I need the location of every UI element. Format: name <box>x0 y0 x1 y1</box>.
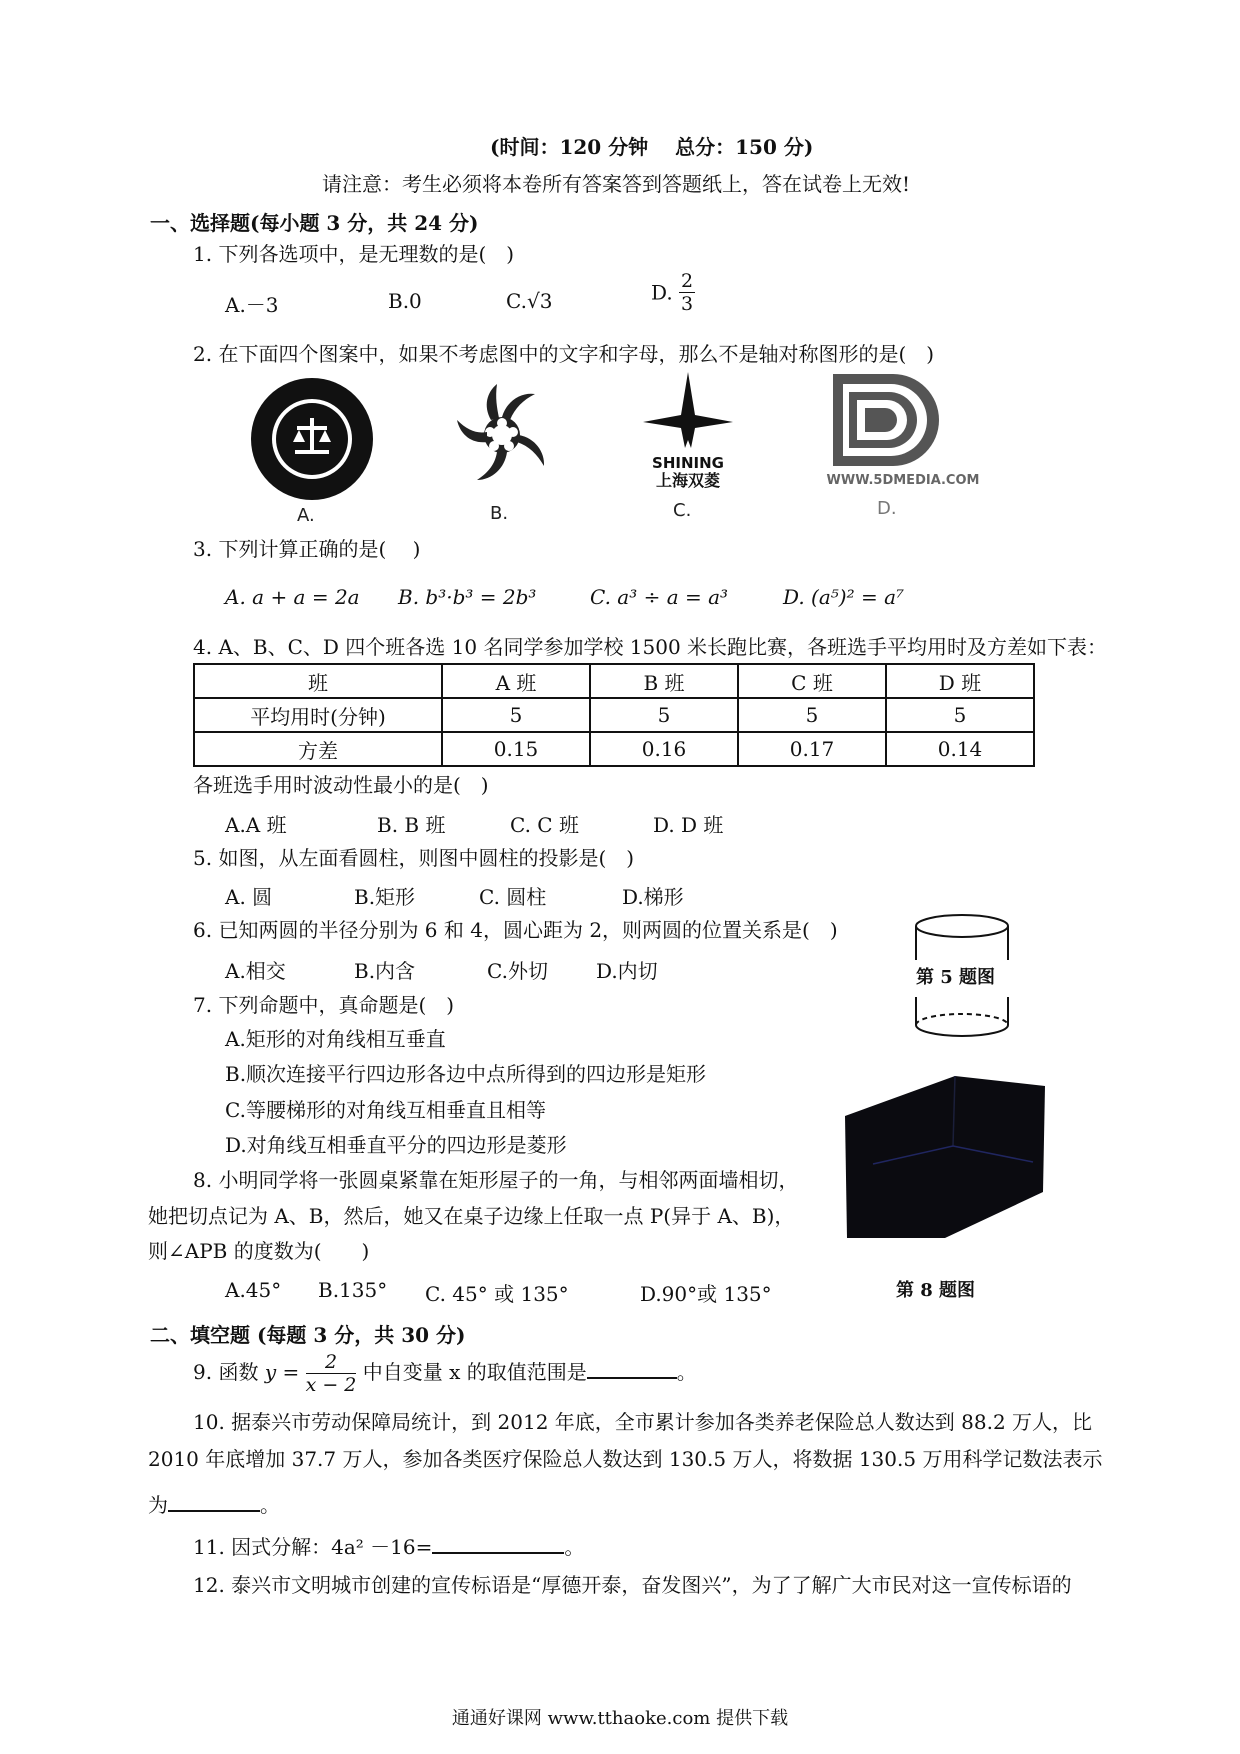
table-cell: 0.17 <box>738 732 886 766</box>
table-header-row <box>194 664 1034 698</box>
question-5-option-a: A. 圆 <box>225 885 273 909</box>
question-9-end: 。 <box>676 1360 697 1384</box>
table-header-cell: B 班 <box>590 664 738 698</box>
question-7-option-a: A.矩形的对角线相互垂直 <box>225 1027 446 1051</box>
logo-a-label: A. <box>297 505 315 526</box>
question-1-option-c-label: C. <box>506 289 527 313</box>
logo-c-chinese-text: 上海双菱 <box>655 471 721 490</box>
fraction-denominator: x − 2 <box>305 1374 357 1396</box>
question-12-line-1: 12. 泰兴市文明城市创建的宣传标语是“厚德开泰，奋发图兴”，为了了解广大市民对这一宣传标语的 <box>193 1573 1072 1597</box>
exam-notice: 请注意：考生必须将本卷所有答案答到答题纸上，答在试卷上无效! <box>322 172 911 196</box>
question-9-y-equals: y = <box>264 1360 300 1384</box>
question-8-line-1: 8. 小明同学将一张圆桌紧靠在矩形屋子的一角，与相邻两面墙相切， <box>193 1168 799 1192</box>
question-1-option-c <box>506 289 552 313</box>
question-3-stem: 3. 下列计算正确的是( ) <box>193 537 421 561</box>
question-4-stem: 4. A、B、C、D 四个班各选 10 名同学参加学校 1500 米长跑比赛，各班选手平均用时及方差如下表： <box>193 635 1108 659</box>
question-3-option-d: D. (a⁵)² = a⁷ <box>783 585 905 609</box>
question-6-option-a: A.相交 <box>225 959 286 983</box>
question-5-option-c: C. 圆柱 <box>479 885 547 909</box>
question-6-option-c: C.外切 <box>487 959 548 983</box>
question-3-option-b: B. b³·b³ = 2b³ <box>398 585 537 609</box>
question-5-option-b: B.矩形 <box>354 885 416 909</box>
question-9 <box>193 1344 697 1400</box>
logo-c-shining-image <box>633 370 743 490</box>
question-3-option-a: A. a + a = 2a <box>225 585 360 609</box>
table-header-cell: D 班 <box>886 664 1034 698</box>
question-4-option-b: B. B 班 <box>377 813 446 837</box>
figure-8-room-corner-image <box>843 1072 1053 1242</box>
section-2-title: 二、填空题 (每题 3 分，共 30 分) <box>150 1323 466 1347</box>
logo-d-text: WWW.5DMEDIA.COM <box>826 473 980 488</box>
question-4-option-a: A.A 班 <box>225 813 287 837</box>
question-4-table <box>193 663 1035 767</box>
question-4-option-c: C. C 班 <box>510 813 579 837</box>
logo-b-pinwheel-image <box>447 380 557 490</box>
question-6-option-b: B.内含 <box>354 959 416 983</box>
figure-5-cylinder-bottom <box>912 995 1012 1055</box>
table-cell: 0.14 <box>886 732 1034 766</box>
question-11-prefix: 11. 因式分解：4a² －16= <box>193 1535 433 1559</box>
table-row <box>194 732 1034 766</box>
question-1-option-d <box>651 270 695 315</box>
table-cell: 5 <box>590 698 738 732</box>
logo-b-label: B. <box>490 503 509 524</box>
question-7-stem: 7. 下列命题中，真命题是( ) <box>193 993 455 1017</box>
question-8-option-d: D.90°或 135° <box>640 1282 772 1306</box>
logo-d-label: D. <box>877 498 897 519</box>
fraction-denominator: 3 <box>681 293 694 315</box>
section-1-title: 一、选择题(每小题 3 分，共 24 分) <box>150 211 479 235</box>
figure-8-caption: 第 8 题图 <box>896 1280 976 1301</box>
table-cell: 5 <box>886 698 1034 732</box>
exam-time-info: (时间：120 分钟 总分：150 分) <box>490 135 814 159</box>
question-8-option-a: A.45° <box>225 1278 282 1302</box>
question-8-line-3: 则∠APB 的度数为( ) <box>148 1239 370 1263</box>
question-8-line-2: 她把切点记为 A、B，然后，她又在桌子边缘上任取一点 P(异于 A、B)， <box>148 1204 795 1228</box>
question-4-option-d: D. D 班 <box>653 813 724 837</box>
question-9-answer-blank[interactable] <box>587 1357 677 1379</box>
logo-c-english-text: SHINING <box>652 454 724 472</box>
table-row <box>194 698 1034 732</box>
fraction-numerator: 2 <box>306 1351 357 1374</box>
table-cell: 0.15 <box>442 732 590 766</box>
logo-a-seal-image <box>247 374 377 504</box>
question-1-option-c-math: √3 <box>526 289 553 313</box>
figure-5-cylinder-top <box>912 912 1012 962</box>
table-cell: 5 <box>738 698 886 732</box>
table-cell: 方差 <box>194 732 442 766</box>
question-7-option-d: D.对角线互相垂直平分的四边形是菱形 <box>225 1133 567 1157</box>
question-10-line-2: 2010 年底增加 37.7 万人，参加各类医疗保险总人数达到 130.5 万人，将数据 130.5 万用科学记数法表示 <box>148 1447 1103 1471</box>
question-9-prefix: 9. 函数 <box>193 1360 259 1384</box>
question-1-option-d-fraction <box>679 270 695 315</box>
question-9-fraction <box>306 1351 357 1396</box>
question-1-option-d-label: D. <box>651 280 673 305</box>
table-header-cell: A 班 <box>442 664 590 698</box>
question-7-option-c: C.等腰梯形的对角线互相垂直且相等 <box>225 1098 546 1122</box>
question-2-stem: 2. 在下面四个图案中，如果不考虑图中的文字和字母，那么不是轴对称图形的是( ) <box>193 342 935 366</box>
table-header-cell: 班 <box>194 664 442 698</box>
question-10-end: 。 <box>260 1493 280 1517</box>
question-1-option-b: B.0 <box>388 289 422 313</box>
question-9-suffix: 中自变量 x 的取值范围是 <box>362 1360 587 1384</box>
logo-c-label: C. <box>673 500 692 521</box>
question-10-line-3 <box>148 1490 280 1518</box>
fraction-numerator: 2 <box>681 270 694 292</box>
table-cell: 0.16 <box>590 732 738 766</box>
question-8-option-c: C. 45° 或 135° <box>425 1282 569 1306</box>
question-10-line-1: 10. 据泰兴市劳动保障局统计，到 2012 年底，全市累计参加各类养老保险总人数达到 88.2 万人，比 <box>193 1410 1093 1434</box>
question-10-answer-blank[interactable] <box>168 1490 260 1512</box>
question-11-answer-blank[interactable] <box>432 1532 564 1554</box>
question-1-stem: 1. 下列各选项中，是无理数的是( ) <box>193 242 515 266</box>
question-1-option-a: A.－3 <box>225 293 279 317</box>
table-header-cell: C 班 <box>738 664 886 698</box>
page-footer: 通通好课网 www.tthaoke.com 提供下载 <box>451 1708 789 1729</box>
question-5-option-d: D.梯形 <box>622 885 684 909</box>
question-8-option-b: B.135° <box>318 1278 388 1302</box>
question-3-option-c: C. a³ ÷ a = a³ <box>590 585 729 609</box>
question-6-stem: 6. 已知两圆的半径分别为 6 和 4，圆心距为 2，则两圆的位置关系是( ) <box>193 918 838 942</box>
table-cell: 5 <box>442 698 590 732</box>
question-6-option-d: D.内切 <box>596 959 658 983</box>
figure-5-caption: 第 5 题图 <box>916 967 996 988</box>
question-7-option-b: B.顺次连接平行四边形各边中点所得到的四边形是矩形 <box>225 1062 707 1086</box>
table-cell: 平均用时(分钟) <box>194 698 442 732</box>
question-4-question: 各班选手用时波动性最小的是( ) <box>193 773 489 797</box>
question-11 <box>193 1532 584 1560</box>
question-5-stem: 5. 如图，从左面看圆柱，则图中圆柱的投影是( ) <box>193 846 635 870</box>
question-10-line-3-prefix: 为 <box>148 1493 168 1517</box>
logo-d-5dmedia-image <box>813 370 993 490</box>
question-11-end: 。 <box>564 1535 585 1559</box>
